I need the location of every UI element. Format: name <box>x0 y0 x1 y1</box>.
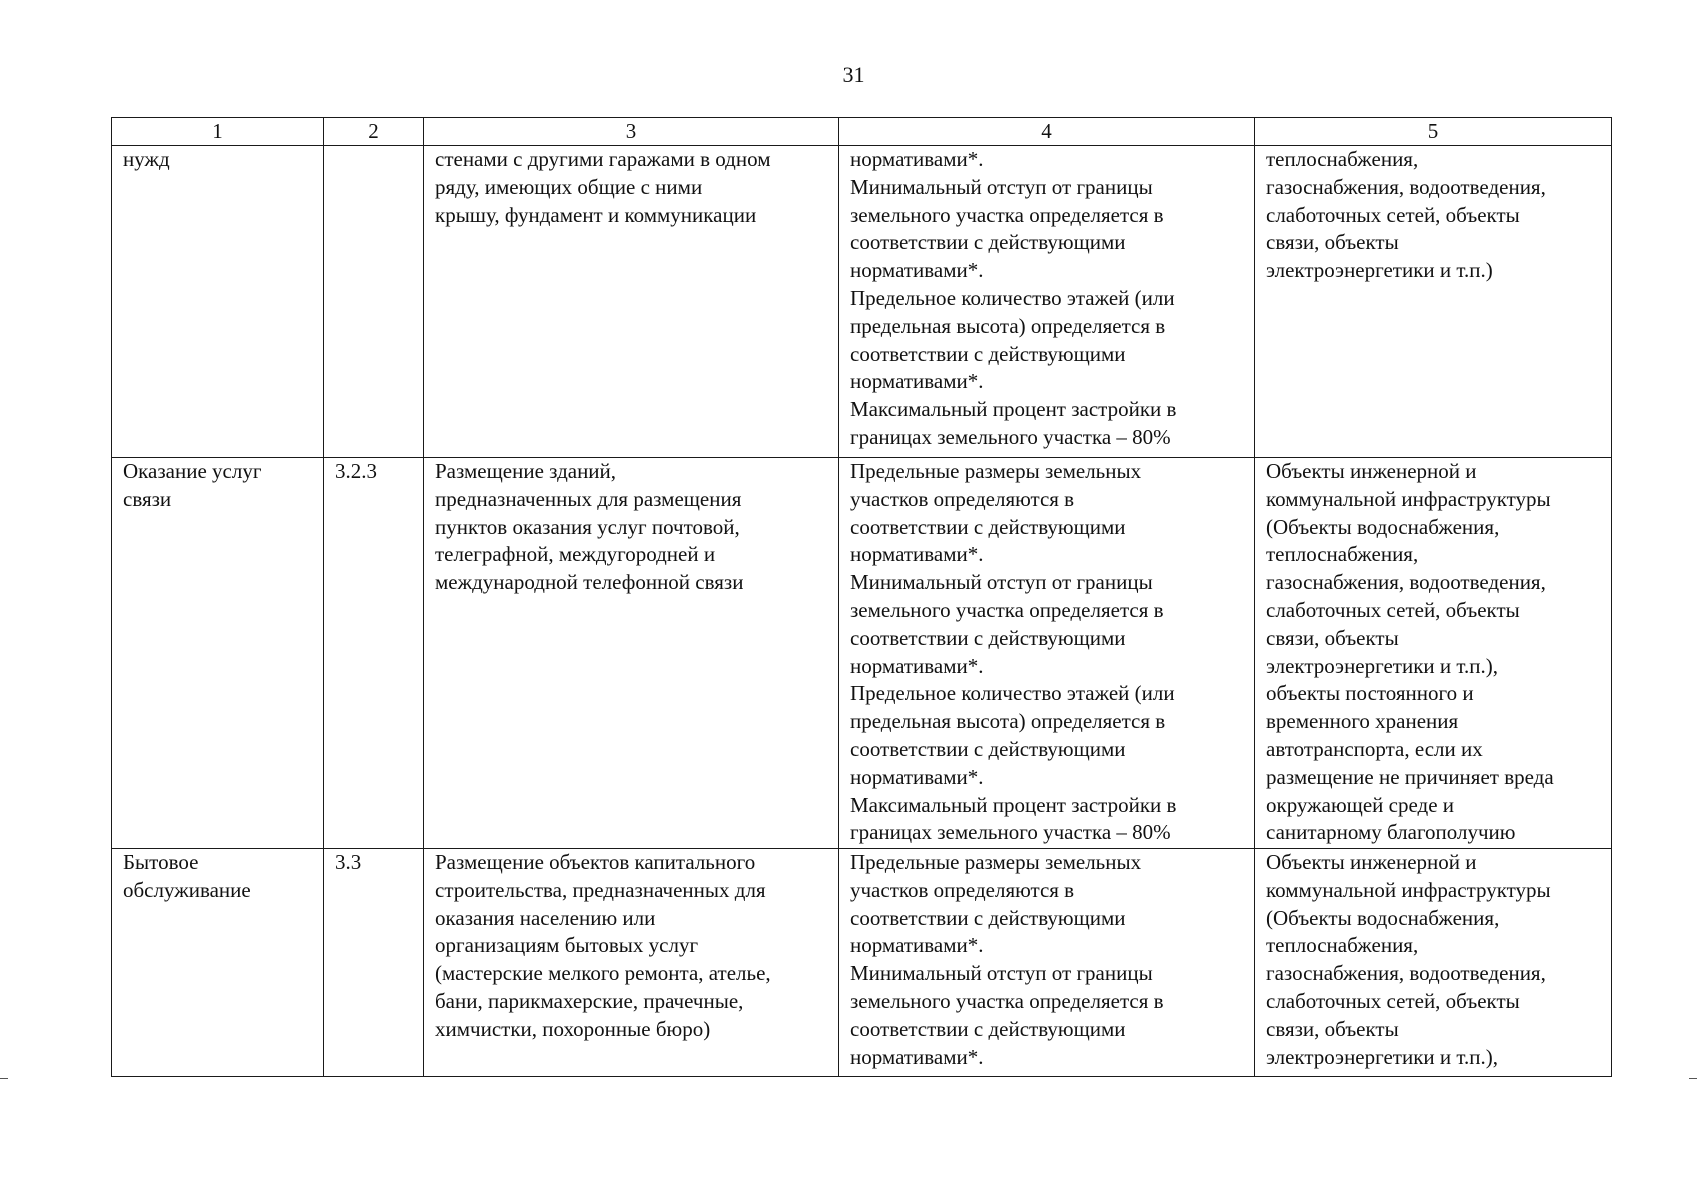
code-cell <box>324 146 424 458</box>
auxiliary-uses-text: Объекты инженерной и коммунальной инфраструктуры (Объекты водоснабжения, теплоснабжения, газоснабжения, водоотведения, слаботочных сетей, объекты связи, объекты электроэнергетики и т.п.), <box>1266 850 1551 1069</box>
parameters-text: Предельные размеры земельных участков определяются в соответствии с действующими нормативами*. Минимальный отступ от границы земельного участка определяется в соответствии с действующими нормативами*. Предельное количество этажей (или предельная высота) определяется в соответствии с действующими нормативами*. Максимальный процент застройки в границах земельного участка – 80% <box>850 459 1177 845</box>
use-name-cell <box>112 458 324 849</box>
scan-margin-mark <box>1689 1078 1697 1079</box>
column-header-3: 3 <box>424 118 839 146</box>
auxiliary-uses-cell <box>1255 849 1612 1077</box>
auxiliary-uses-text: теплоснабжения, газоснабжения, водоотведения, слаботочных сетей, объекты связи, объекты электроэнергетики и т.п.) <box>1266 147 1546 283</box>
use-name-cell <box>112 146 324 458</box>
description-cell <box>424 458 839 849</box>
scan-margin-mark <box>0 1078 8 1079</box>
code-cell <box>324 458 424 849</box>
code-cell <box>324 849 424 1077</box>
auxiliary-uses-cell <box>1255 146 1612 458</box>
page-number: 31 <box>842 62 865 87</box>
auxiliary-uses-cell <box>1255 458 1612 849</box>
column-header-4: 4 <box>839 118 1255 146</box>
use-name-text: Оказание услуг связи <box>123 459 262 511</box>
regulations-table <box>111 117 1612 1077</box>
description-text: Размещение зданий, предназначенных для размещения пунктов оказания услуг почтовой, телеграфной, междугородней и международной телефонной связи <box>435 459 744 595</box>
table-header <box>112 118 1612 146</box>
table-row <box>112 849 1612 1077</box>
table-body <box>112 146 1612 1077</box>
table-row <box>112 146 1612 458</box>
table-row <box>112 458 1612 849</box>
column-header-2: 2 <box>324 118 424 146</box>
parameters-cell <box>839 458 1255 849</box>
code-text: 3.2.3 <box>335 459 377 483</box>
use-name-cell <box>112 849 324 1077</box>
column-header-1: 1 <box>112 118 324 146</box>
use-name-text: Бытовое обслуживание <box>123 850 251 902</box>
parameters-cell <box>839 146 1255 458</box>
header-row <box>112 118 1612 146</box>
use-name-text: нужд <box>123 147 170 171</box>
description-text: стенами с другими гаражами в одном ряду, имеющих общие с ними крышу, фундамент и коммуникации <box>435 147 771 227</box>
parameters-text: Предельные размеры земельных участков определяются в соответствии с действующими нормативами*. Минимальный отступ от границы земельного участка определяется в соответствии с действующими нормативами*. <box>850 850 1164 1069</box>
parameters-text: нормативами*. Минимальный отступ от границы земельного участка определяется в соответствии с действующими нормативами*. Предельное количество этажей (или предельная высота) определяется в соответствии с действующими нормативами*. Максимальный процент застройки в границах земельного участка – 80% <box>850 147 1177 449</box>
auxiliary-uses-text: Объекты инженерной и коммунальной инфраструктуры (Объекты водоснабжения, теплоснабжения, газоснабжения, водоотведения, слаботочных сетей, объекты связи, объекты электроэнергетики и т.п.), объекты постоянного и временного хранения автотранспорта, если их размещение не причиняет вреда окружающей среде и санитарному благополучию <box>1266 459 1554 845</box>
description-text: Размещение объектов капитального строительства, предназначенных для оказания населению или организациям бытовых услуг (мастерские мелкого ремонта, ателье, бани, парикмахерские, прачечные, химчистки, похоронные бюро) <box>435 850 771 1041</box>
description-cell <box>424 146 839 458</box>
parameters-cell <box>839 849 1255 1077</box>
description-cell <box>424 849 839 1077</box>
column-header-5: 5 <box>1255 118 1612 146</box>
code-text: 3.3 <box>335 850 362 874</box>
